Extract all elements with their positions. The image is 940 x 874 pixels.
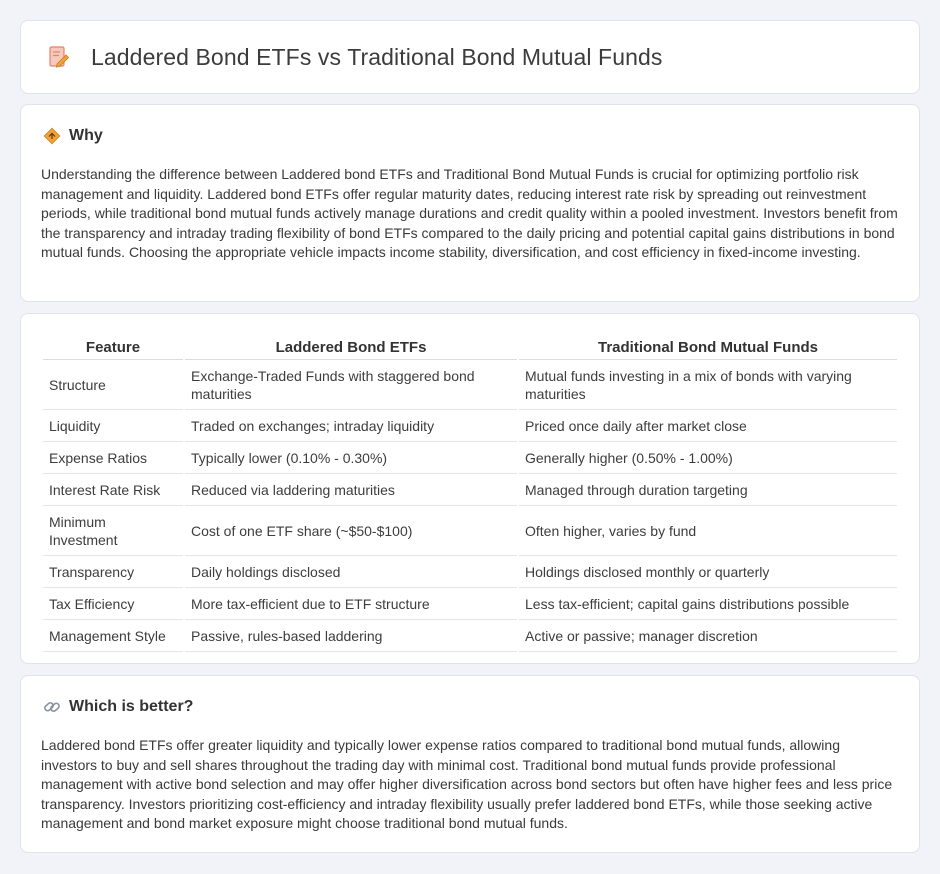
table-row (43, 410, 897, 442)
row-etf: Typically lower (0.10% - 0.30%) (185, 442, 517, 474)
table-row (43, 474, 897, 506)
row-mutual-fund: Priced once daily after market close (519, 410, 897, 442)
comparison-section (20, 313, 920, 664)
table-row (43, 360, 897, 410)
row-feature: Interest Rate Risk (43, 474, 183, 506)
row-feature: Tax Efficiency (43, 588, 183, 620)
row-etf: Traded on exchanges; intraday liquidity (185, 410, 517, 442)
row-mutual-fund: Active or passive; manager discretion (519, 620, 897, 652)
why-section (20, 104, 920, 302)
table-row (43, 506, 897, 556)
title-card (20, 20, 920, 94)
table-row (43, 442, 897, 474)
table-row (43, 620, 897, 652)
document-pencil-icon (47, 45, 71, 69)
which-better-title: Which is better? (69, 698, 194, 715)
row-mutual-fund: Mutual funds investing in a mix of bonds with varying maturities (519, 360, 897, 410)
which-better-section (20, 675, 920, 853)
table-row (43, 556, 897, 588)
row-mutual-fund: Often higher, varies by fund (519, 506, 897, 556)
header-etf: Laddered Bond ETFs (185, 336, 517, 360)
table-row (43, 588, 897, 620)
row-feature: Structure (43, 360, 183, 410)
row-mutual-fund: Holdings disclosed monthly or quarterly (519, 556, 897, 588)
row-etf: Reduced via laddering maturities (185, 474, 517, 506)
header-feature: Feature (43, 336, 183, 360)
why-title: Why (69, 127, 103, 144)
row-feature: Expense Ratios (43, 442, 183, 474)
row-etf: Daily holdings disclosed (185, 556, 517, 588)
row-feature: Liquidity (43, 410, 183, 442)
comparison-table (41, 336, 899, 652)
header-mutual-fund: Traditional Bond Mutual Funds (519, 336, 897, 360)
row-etf: More tax-efficient due to ETF structure (185, 588, 517, 620)
row-feature: Management Style (43, 620, 183, 652)
why-text: Understanding the difference between Laddered bond ETFs and Traditional Bond Mutual Funds is crucial for optimizing portfolio risk management and liquidity. Laddered bond ETFs offer regular maturity dates, reducing interest rate risk by spreading out reinvestment periods, while traditional bond mutual funds actively manage durations and credit quality within a pooled investment. Investors benefit from the transparency and intraday trading flexibility of bond ETFs compared to the daily pricing and potential capital gains distributions in bond mutual funds. Choosing the appropriate vehicle impacts income stability, diversification, and cost efficiency in fixed-income investing. (41, 166, 898, 260)
row-etf: Passive, rules-based laddering (185, 620, 517, 652)
row-mutual-fund: Less tax-efficient; capital gains distributions possible (519, 588, 897, 620)
row-mutual-fund: Generally higher (0.50% - 1.00%) (519, 442, 897, 474)
page-title: Laddered Bond ETFs vs Traditional Bond Mutual Funds (91, 43, 663, 70)
diamond-sign-icon (43, 127, 61, 145)
table-header-row (43, 336, 897, 360)
link-icon (43, 698, 61, 716)
which-better-text: Laddered bond ETFs offer greater liquidity and typically lower expense ratios compared to traditional bond mutual funds, allowing investors to buy and sell shares throughout the trading day with minimal cost. Traditional bond mutual funds provide professional management with active bond selection and may offer higher diversification across bond sectors but often have higher fees and less price transparency. Investors prioritizing cost-efficiency and intraday flexibility usually prefer laddered bond ETFs, while those seeking active management and bond market exposure might choose traditional bond mutual funds. (41, 737, 893, 831)
row-feature: Transparency (43, 556, 183, 588)
row-etf: Exchange-Traded Funds with staggered bond maturities (185, 360, 517, 410)
row-etf: Cost of one ETF share (~$50-$100) (185, 506, 517, 556)
row-mutual-fund: Managed through duration targeting (519, 474, 897, 506)
row-feature: Minimum Investment (43, 506, 183, 556)
